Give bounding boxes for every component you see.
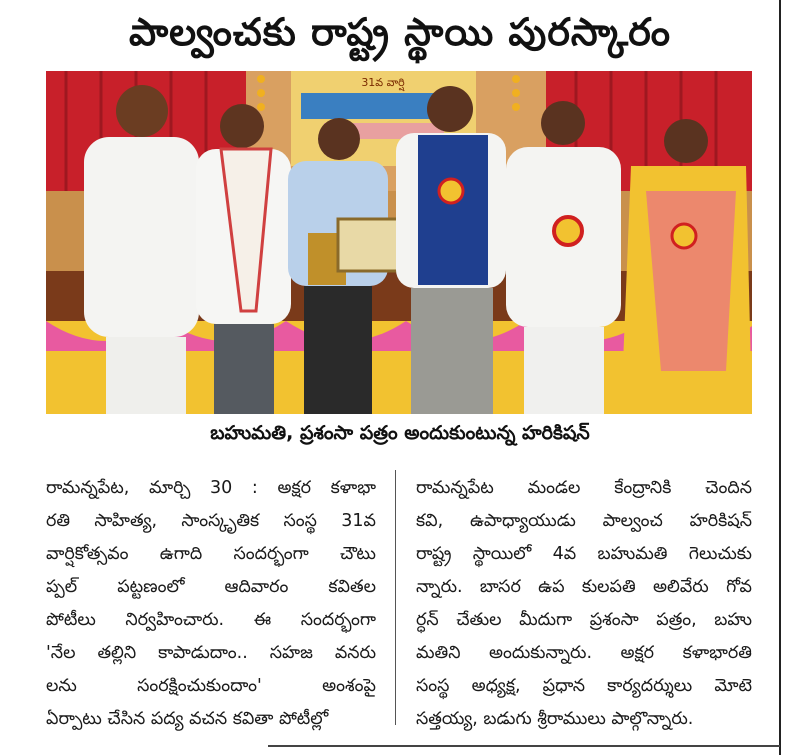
article-line: పోటీలు నిర్వహించారు. ఈ సందర్భంగా <box>46 610 376 630</box>
article-line: ప్పల్ పట్టణంలో ఆదివారం కవితల <box>46 577 376 597</box>
article-line: ర్ధన్ చేతుల మీదుగా ప్రశంసా పత్రం, బహు <box>416 610 752 630</box>
article-line: రామన్నపేట, మార్చి 30 : అక్షర కళాభా <box>46 478 376 498</box>
column-rule <box>779 0 781 755</box>
article-line: లను సంరక్షించుకుందాం' అంశంపై <box>46 676 376 696</box>
article-line: రతి సాహిత్య, సాంస్కృతిక సంస్థ 31వ <box>46 511 376 531</box>
article-column-left <box>46 472 376 736</box>
article-line: 'నేల తల్లిని కాపాడుదాం.. సహజ వనరు <box>46 643 376 663</box>
award-ceremony-photo <box>46 71 752 414</box>
article-line: న్నారు. బాసర ఉప కులపతి అలివేరు గోవ <box>416 577 752 597</box>
article-line: వార్షికోత్సవం ఉగాది సందర్భంగా చౌటు <box>46 544 376 564</box>
column-divider <box>395 470 396 725</box>
article-line: ఏర్పాటు చేసిన పద్య వచన కవితా పోటీల్లో <box>46 709 329 729</box>
article-line: కవి, ఉపాధ్యాయుడు పాల్వంచ హరికిషన్ <box>416 511 752 531</box>
banner-text: 31వ వార్షి <box>361 76 405 89</box>
headline: పాల్వంచకు రాష్ట్ర స్థాయి పురస్కారం <box>128 10 672 54</box>
article-line: సత్తయ్య, బడుగు శ్రీరాములు పాల్గొన్నారు. <box>416 709 694 729</box>
article-line: రాష్ట్ర స్థాయిలో 4వ బహుమతి గెలుచుకు <box>416 544 752 564</box>
bottom-rule <box>268 745 780 747</box>
article-column-right <box>416 472 752 736</box>
article-line: రామన్నపేట మండల కేంద్రానికి చెందిన <box>416 478 752 498</box>
person-4 <box>396 86 506 414</box>
article-line: మతిని అందుకున్నారు. అక్షర కళాభారతి <box>416 643 752 663</box>
news-photo <box>46 71 752 414</box>
photo-caption: బహుమతి, ప్రశంసా పత్రం అందుకుంటున్న హరికిషన్ <box>210 422 590 444</box>
article-line: సంస్థ అధ్యక్ష, ప్రధాన కార్యదర్శులు మోటె <box>416 676 752 696</box>
